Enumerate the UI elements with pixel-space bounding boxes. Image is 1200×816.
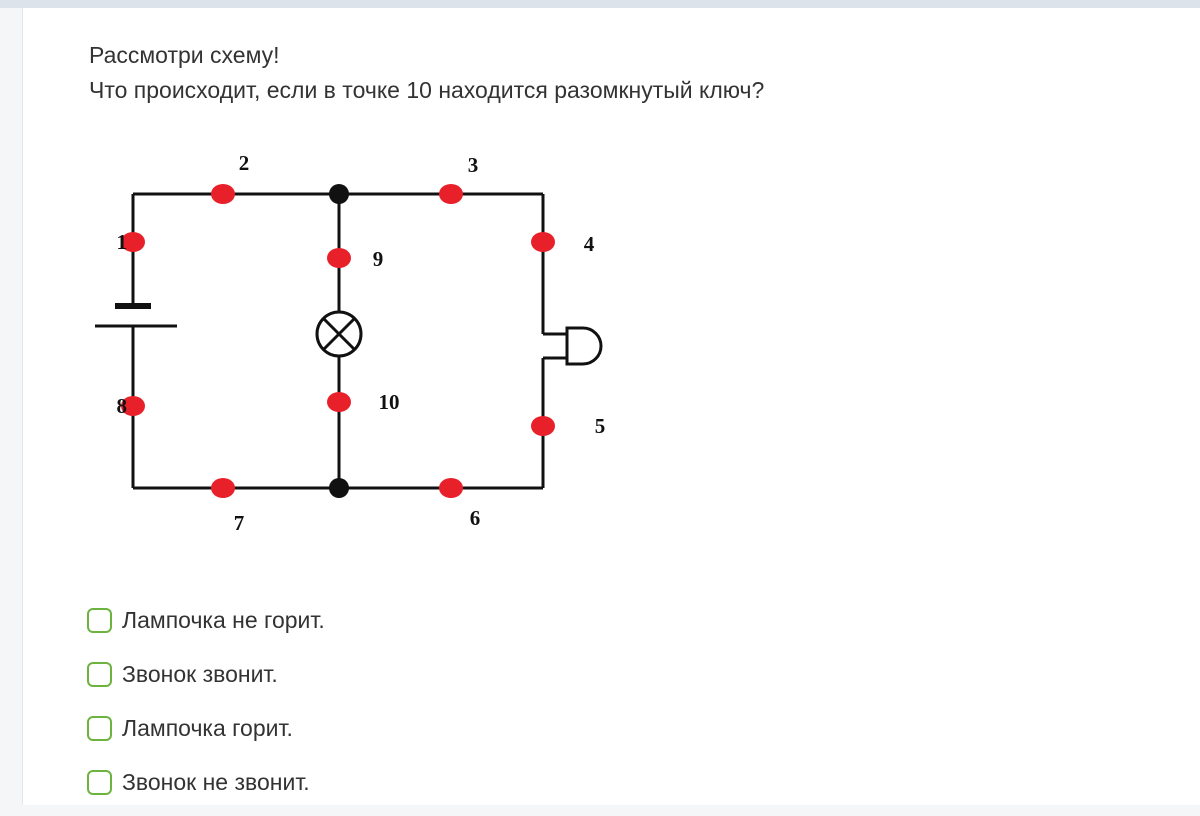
junction-bottom	[329, 478, 349, 498]
option-label[interactable]: Лампочка не горит.	[122, 606, 325, 633]
label-point-9: 9	[372, 247, 384, 271]
label-point-5: 5	[594, 414, 606, 438]
label-point-7: 7	[233, 511, 245, 535]
top-strip	[0, 0, 1200, 8]
question-title: Рассмотри схему!	[89, 42, 280, 68]
label-point-10: 10	[378, 390, 400, 414]
checkbox[interactable]	[87, 716, 112, 741]
label-point-6: 6	[469, 506, 481, 530]
label-point-4: 4	[583, 232, 595, 256]
answer-options	[87, 600, 325, 816]
option-label[interactable]: Звонок не звонит.	[122, 768, 310, 795]
label-point-2: 2	[238, 151, 250, 175]
point-4	[531, 232, 555, 252]
lamp-symbol	[317, 312, 361, 356]
point-9	[327, 248, 351, 268]
point-10	[327, 392, 351, 412]
checkbox[interactable]	[87, 662, 112, 687]
circuit-diagram	[93, 138, 633, 538]
option-label[interactable]: Звонок звонит.	[122, 660, 278, 687]
option-lamp-off[interactable]	[87, 600, 325, 640]
label-point-3: 3	[467, 153, 479, 177]
point-6	[439, 478, 463, 498]
checkbox[interactable]	[87, 608, 112, 633]
point-5	[531, 416, 555, 436]
label-point-8: 8	[116, 394, 127, 418]
question-prompt: Что происходит, если в точке 10 находится разомкнутый ключ?	[89, 77, 765, 103]
point-2	[211, 184, 235, 204]
bell-symbol	[543, 328, 601, 364]
battery-symbol	[95, 306, 177, 326]
question-text	[89, 38, 764, 108]
label-point-1: 1	[116, 230, 127, 254]
point-7	[211, 478, 235, 498]
point-labels	[117, 151, 606, 535]
checkbox[interactable]	[87, 770, 112, 795]
junction-top	[329, 184, 349, 204]
option-label[interactable]: Лампочка горит.	[122, 714, 293, 741]
option-bell-silent[interactable]	[87, 762, 325, 802]
point-3	[439, 184, 463, 204]
option-lamp-on[interactable]	[87, 708, 325, 748]
option-bell-rings[interactable]	[87, 654, 325, 694]
question-card	[22, 8, 1200, 805]
